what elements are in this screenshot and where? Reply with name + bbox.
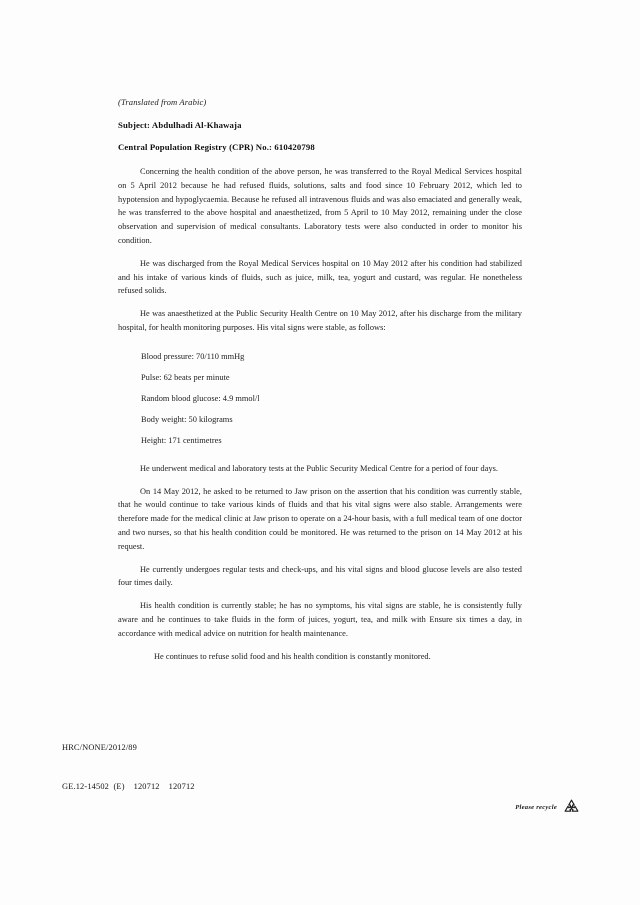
list-item: Height: 171 centimetres (141, 435, 222, 445)
recycle-label: Please recycle (515, 804, 557, 811)
body-paragraph: He continues to refuse solid food and his health condition is constantly monitored. (154, 651, 431, 661)
job-number: GE.12-14502 (E) 120712 120712 (62, 782, 195, 791)
translation-note: (Translated from Arabic) (118, 97, 207, 107)
footer-document-codes (62, 715, 195, 819)
body-paragraph: His health condition is currently stable; he has no symptoms, his vital signs are stable, he is consistently fully aware and he continues to take fluids in the form of juices, yogurt, tea, and milk with Ensure six times a day, in accordance with medical advice on nutrition for health maintenance. (118, 601, 522, 638)
body-paragraph: He was discharged from the Royal Medical Services hospital on 10 May 2012 after his condition had stabilized and his intake of various kinds of fluids, such as juice, milk, tea, yogurt and custard, was regular. He nonetheless refused solids. (118, 258, 522, 296)
body-paragraph: He currently undergoes regular tests and check-ups, and his vital signs and blood glucose levels are also tested four times daily. (118, 564, 522, 588)
body-paragraph: He was anaesthetized at the Public Security Health Centre on 10 May 2012, after his discharge from the military hospital, for health monitoring purposes. His vital signs were stable, as follows: (118, 309, 522, 332)
list-item: Body weight: 50 kilograms (141, 414, 233, 424)
subject-heading: Subject: Abdulhadi Al-Khawaja (118, 120, 242, 130)
page-footer (62, 715, 582, 819)
document-symbol: HRC/NONE/2012/89 (62, 743, 137, 752)
body-paragraph: He underwent medical and laboratory tests at the Public Security Medical Centre for a period of four days. (140, 463, 499, 473)
recycle-notice (515, 797, 582, 818)
list-item: Random blood glucose: 4.9 mmol/l (141, 393, 260, 403)
vital-signs-list (118, 346, 522, 451)
list-item: Pulse: 62 beats per minute (141, 372, 230, 382)
body-paragraph: Concerning the health condition of the above person, he was transferred to the Royal Medical Services hospital on 5 April 2012 because he had refused fluids, solutions, salts and food since 10 February 2012, which led to hypotension and hypoglycaemia. Because he refused all intravenous fluids and was also emaciated and generally weak, he was transferred to the above hospital and anaesthetized, from 5 April to 10 May 2012, remaining under the close observation and supervision of medical consultants. Laboratory tests were also conducted in order to monitor his condition. (118, 167, 522, 245)
list-item: Blood pressure: 70/110 mmHg (141, 351, 245, 361)
cpr-number-heading: Central Population Registry (CPR) No.: 610420798 (118, 142, 315, 152)
document-body (118, 96, 522, 663)
body-paragraph: On 14 May 2012, he asked to be returned to Jaw prison on the assertion that his condition was currently stable, that he would continue to take various kinds of fluids and that his vital signs were also stable. Arrangements were therefore made for the medical clinic at Jaw prison to operate on a 24-hour basis, with a full medical team of one doctor and two nurses, so that his health condition could be monitored. He was returned to the prison on 14 May 2012 at his request. (118, 486, 522, 551)
recycle-symbol-icon (561, 797, 582, 818)
